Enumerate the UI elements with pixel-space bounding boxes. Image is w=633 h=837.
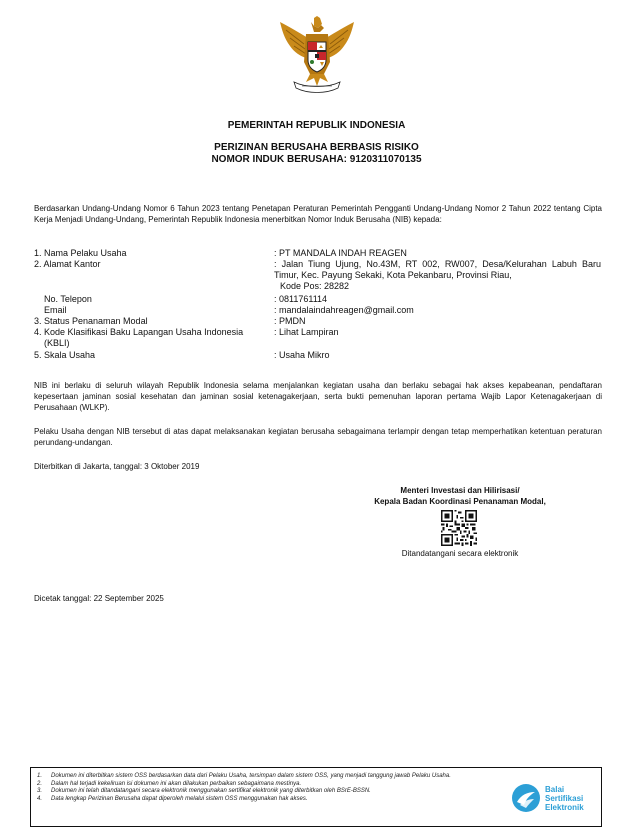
field-kbli-value: : Lihat Lampiran xyxy=(274,327,339,337)
field-telepon-label: No. Telepon xyxy=(44,294,92,304)
field-alamat xyxy=(34,259,604,293)
field-nama-label: 1. Nama Pelaku Usaha xyxy=(34,248,127,258)
printed-date: Dicetak tanggal: 22 September 2025 xyxy=(34,594,164,603)
field-kbli xyxy=(34,327,604,349)
activity-paragraph: Pelaku Usaha dengan NIB tersebut di atas dapat melaksanakan kegiatan berusaha sebagaimana terlampir dengan tetap memperhatikan ketentuan peraturan perundang-undangan. xyxy=(34,427,602,447)
document-title: PERIZINAN BERUSAHA BERBASIS RISIKO xyxy=(214,142,419,153)
signatory-line2: Kepala Badan Koordinasi Penanaman Modal, xyxy=(374,497,546,506)
signatory-line1: Menteri Investasi dan Hilirisasi/ xyxy=(400,486,520,495)
field-email-value: : mandalaindahreagen@gmail.com xyxy=(274,305,414,315)
footer-note: 2. Dalam hal terjadi kekeliruan isi dokumen ini akan dilakukan perbaikan sebagaimana mestinya. xyxy=(37,780,302,787)
bsre-logo xyxy=(511,782,601,816)
field-kbli-label: 4. Kode Klasifikasi Baku Lapangan Usaha Indonesia xyxy=(34,327,244,337)
footer-note: 3. Dokumen ini telah ditandatangani secara elektronik menggunakan sertifikat elektronik yang diterbitkan oleh BSrE-BSSN. xyxy=(37,788,371,794)
government-heading: PEMERINTAH REPUBLIK INDONESIA xyxy=(227,120,406,131)
field-kbli-label2: (KBLI) xyxy=(44,338,70,348)
footer-note: 1. Dokumen ini diterbitkan sistem OSS berdasarkan data dari Pelaku Usaha, tersimpan dalam sistem OSS, yang menjadi tanggung jawab Pelaku Usaha. xyxy=(37,773,451,779)
footer-notes-list xyxy=(37,773,507,803)
field-telepon-value: : 0811761114 xyxy=(274,294,328,304)
validity-paragraph: NIB ini berlaku di seluruh wilayah Republik Indonesia selama menjalankan kegiatan usaha dan berlaku sebagai hak akses kepabeanan, pendaftaran kepesertaan jaminan sosial kesehatan dan jaminan sosial ketenagakerjaan, serta bukti pemenuhan laporan pertama Wajib Lapor Ketenagakerjaan di Perusahaan (WLKP). xyxy=(34,381,602,412)
qr-code-icon xyxy=(441,510,477,546)
field-skala-value: : Usaha Mikro xyxy=(274,350,330,360)
footer-notes-box xyxy=(30,767,602,827)
signed-electronically: Ditandatangani secara elektronik xyxy=(401,549,519,558)
field-alamat-label: 2. Alamat Kantor xyxy=(34,259,101,269)
bsre-text-line2: Sertifikasi xyxy=(545,794,584,803)
issued-date: Diterbitkan di Jakarta, tanggal: 3 Oktober 2019 xyxy=(34,462,200,471)
nib-number: NOMOR INDUK BERUSAHA: 9120311070135 xyxy=(211,154,422,165)
field-alamat-value: : Jalan Tiung Ujung, No.43M, RT 002, RW007, Desa/Kelurahan Labuh Baru Timur, Kec. Payung Sekaki, Kota Pekanbaru, Provinsi Riau, xyxy=(274,259,601,280)
field-email-label: Email xyxy=(44,305,67,315)
field-nama-value: : PT MANDALA INDAH REAGEN xyxy=(274,248,407,258)
field-status-value: : PMDN xyxy=(274,316,306,326)
footer-note: 4. Data lengkap Perizinan Berusaha dapat diperoleh melalui sistem OSS menggunakan hak akses. xyxy=(37,795,308,802)
bsre-text-line1: Balai xyxy=(545,785,565,794)
field-alamat-kodepos: Kode Pos: 28282 xyxy=(280,281,350,291)
garuda-emblem-icon xyxy=(278,16,356,98)
bsre-text-line3: Elektronik xyxy=(545,803,584,812)
bsre-logo-icon xyxy=(511,783,541,813)
intro-paragraph: Berdasarkan Undang-Undang Nomor 6 Tahun 2023 tentang Penetapan Peraturan Pemerintah Pengganti Undang-Undang Nomor 2 Tahun 2022 tentang Cipta Kerja Menjadi Undang-Undang, Pemerintah Republik Indonesia menerbitkan Nomor Induk Berusaha (NIB) kepada: xyxy=(34,204,602,224)
field-status-label: 3. Status Penanaman Modal xyxy=(34,316,148,326)
field-skala-label: 5. Skala Usaha xyxy=(34,350,96,360)
